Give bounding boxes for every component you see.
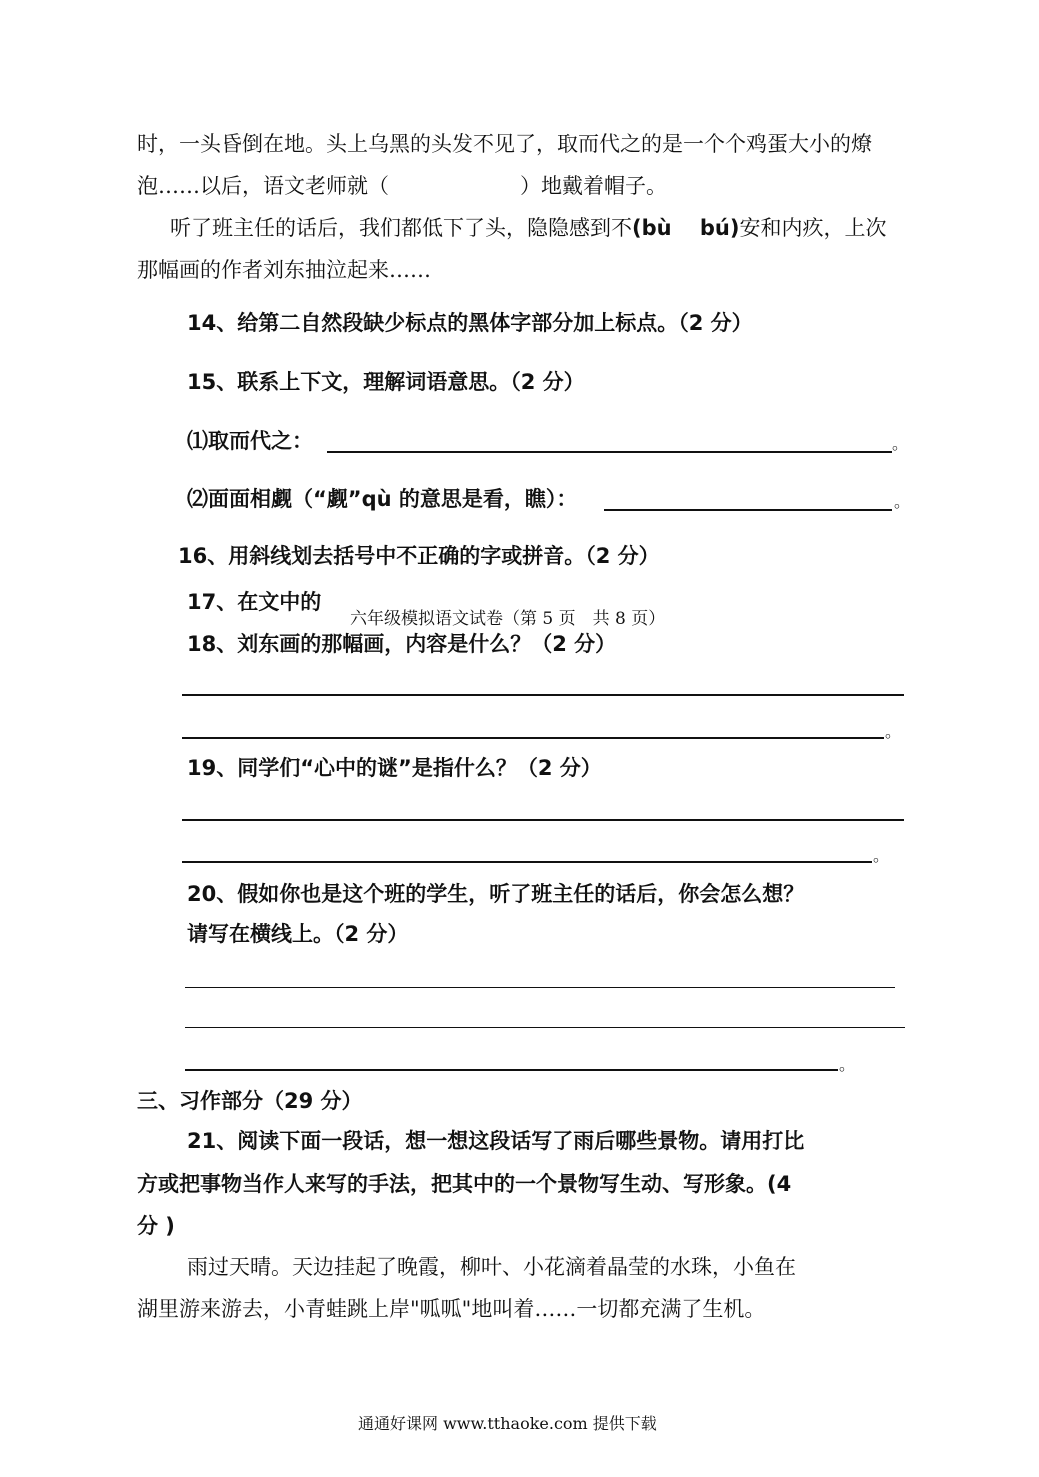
question-20: 20、假如你也是这个班的学生，听了班主任的话后，你会怎么想？ [187,882,805,906]
question-21: 21、阅读下面一段话，想一想这段话写了雨后哪些景物。请用打比 [187,1129,805,1153]
answer-line[interactable] [182,737,884,739]
passage-line: 时，一头昏倒在地。头上乌黑的头发不见了，取而代之的是一个个鸡蛋大小的燎 [137,132,872,156]
section-title: 三、习作部分（29 分） [137,1089,363,1113]
answer-line[interactable] [182,861,872,863]
period: 。 [873,846,890,865]
question-21: 方或把事物当作人来写的手法，把其中的一个景物写生动、写形象。(4 [137,1172,792,1196]
period: 。 [839,1055,856,1074]
passage-line: 泡……以后，语文老师就（ [137,174,389,198]
page-header: 六年级模拟语文试卷（第 5 页 共 8 页） [346,611,669,628]
answer-line[interactable] [185,1027,905,1028]
passage-line [170,218,886,239]
answer-line[interactable] [182,694,904,696]
reading-text: 湖里游来游去，小青蛙跳上岸"呱呱"地叫着……一切都充满了生机。 [137,1297,766,1321]
answer-line[interactable] [604,509,892,511]
question-16: 16、用斜线划去括号中不正确的字或拼音。（2 分） [178,544,660,568]
passage-text: 听了班主任的话后，我们都低下了头，隐隐感到不 [170,216,632,240]
passage-text: 安和内疚，上次 [739,216,887,240]
question-21: 分 ) [137,1214,175,1238]
period: 。 [894,492,911,511]
answer-line[interactable] [327,451,892,453]
answer-line[interactable] [182,819,904,821]
question-19: 19、同学们“心中的谜”是指什么？（2 分） [187,756,602,780]
period: 。 [892,434,909,453]
question-18: 18、刘东画的那幅画，内容是什么？（2 分） [187,632,617,656]
question-15: 15、联系上下文，理解词语意思。（2 分） [187,370,585,394]
pinyin-choice: (bù bú) [632,216,740,240]
footer: 通通好课网 www.tthaoke.com 提供下载 [358,1414,657,1433]
period: 。 [885,722,902,741]
question-14: 14、给第二自然段缺少标点的黑体字部分加上标点。（2 分） [187,311,753,335]
passage-line: 那幅画的作者刘东抽泣起来…… [137,258,431,282]
answer-line[interactable] [185,987,895,988]
passage-line: ）地戴着帽子。 [520,174,667,198]
question-20: 请写在横线上。（2 分） [187,922,409,946]
answer-line[interactable] [185,1069,838,1071]
question-15-1-label: ⑴取而代之： [187,429,313,453]
reading-text: 雨过天晴。天边挂起了晚霞，柳叶、小花滴着晶莹的水珠，小鱼在 [187,1255,796,1279]
question-15-2-label: ⑵面面相觑（“觑”qù 的意思是看，瞧）： [187,487,578,511]
question-17: 17、在文中的 [187,590,322,614]
